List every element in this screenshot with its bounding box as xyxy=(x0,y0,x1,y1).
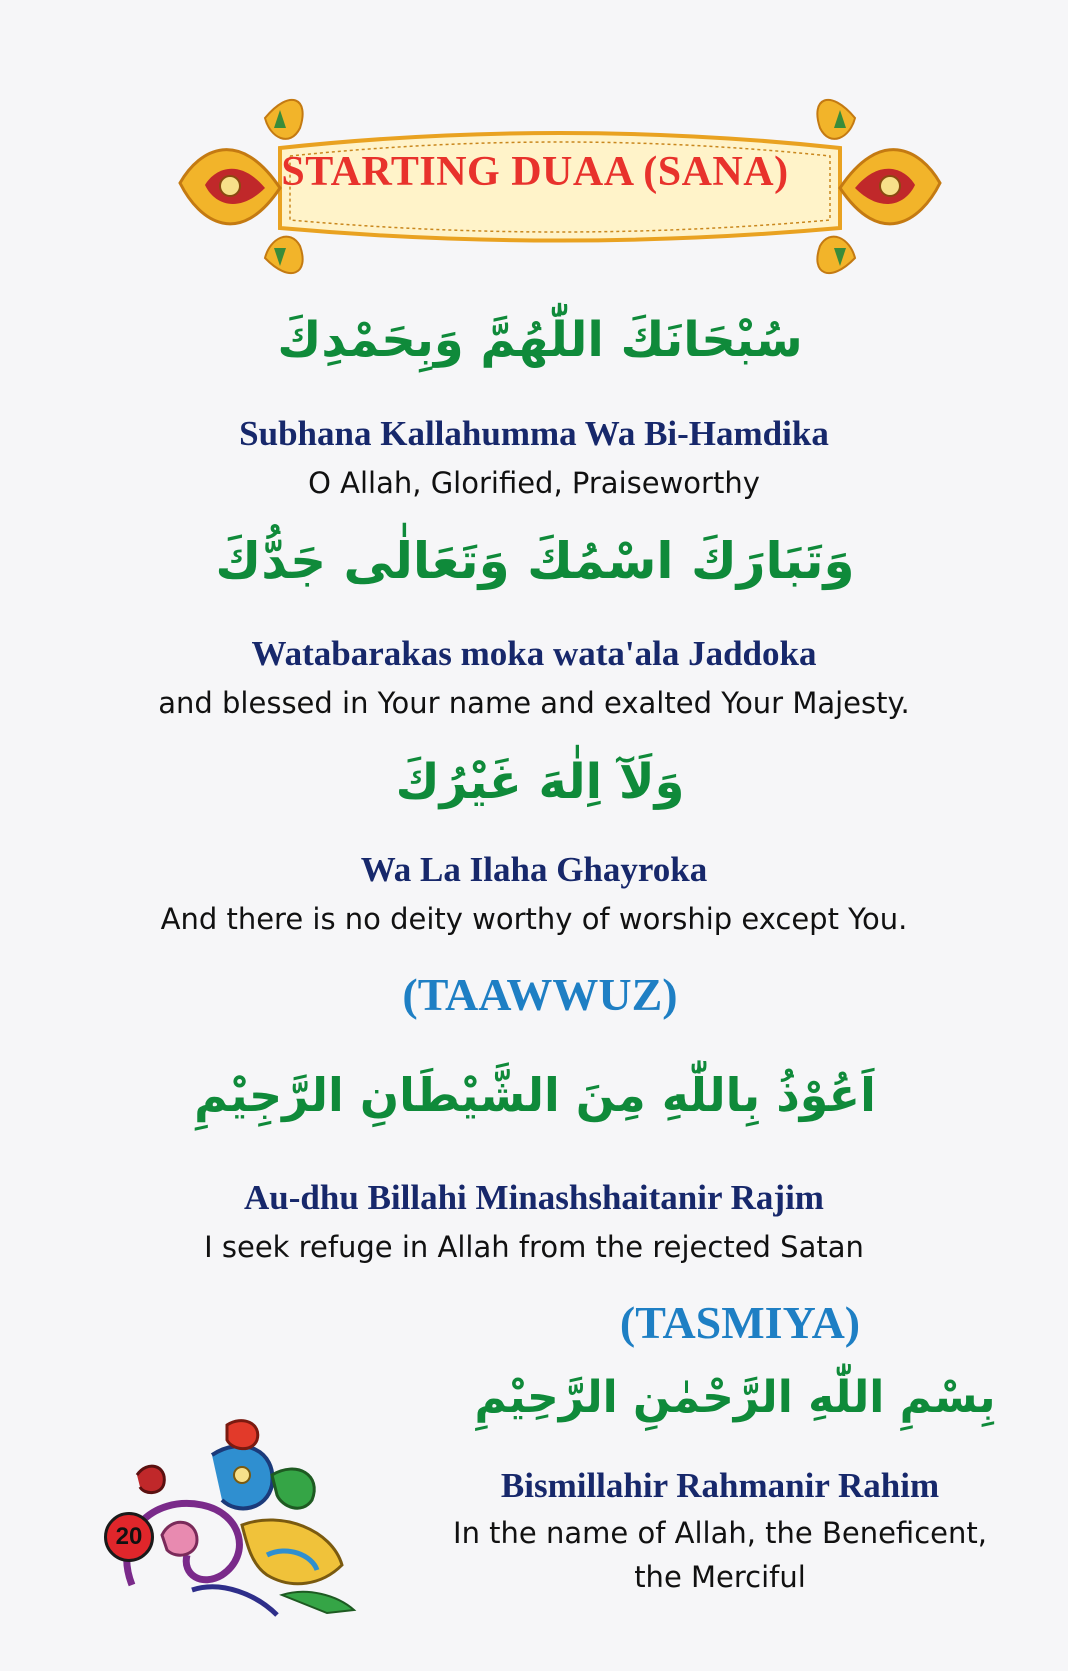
transliteration-1: Subhana Kallahumma Wa Bi-Hamdika xyxy=(239,414,829,453)
tasmiya-arabic: بِسْمِ اللّٰهِ الرَّحْمٰنِ الرَّحِيْمِ xyxy=(474,1372,996,1423)
page-number-badge: 20 xyxy=(104,1512,154,1562)
meaning-3: And there is no deity worthy of worship except You. xyxy=(160,902,908,936)
tasmiya-meaning-line-1: In the name of Allah, the Beneficent, xyxy=(453,1516,987,1550)
tasmiya-heading: (TASMIYA) xyxy=(619,1297,861,1348)
taawwuz-heading: (TAAWWUZ) xyxy=(402,969,678,1020)
tasmiya-transliteration: Bismillahir Rahmanir Rahim xyxy=(500,1466,940,1505)
transliteration-2: Watabarakas moka wata'ala Jaddoka xyxy=(251,634,817,673)
transliteration-3: Wa La Ilaha Ghayroka xyxy=(360,850,708,889)
taawwuz-arabic: اَعُوْذُ بِاللّٰهِ مِنَ الشَّيْطَانِ الرَّجِيْمِ xyxy=(194,1068,876,1122)
taawwuz-transliteration: Au-dhu Billahi Minashshaitanir Rajim xyxy=(244,1178,824,1217)
meaning-1: O Allah, Glorified, Praiseworthy xyxy=(308,466,760,500)
tasmiya-meaning-line-2: the Merciful xyxy=(634,1560,806,1594)
arabic-verse-2: وَتَبَارَكَ اسْمُكَ وَتَعَالٰى جَدُّكَ xyxy=(215,532,855,590)
meaning-2: and blessed in Your name and exalted Your Majesty. xyxy=(158,686,910,720)
arabic-verse-1: سُبْحَانَكَ اللّٰهُمَّ وَبِحَمْدِكَ xyxy=(277,312,803,368)
taawwuz-meaning: I seek refuge in Allah from the rejected Satan xyxy=(204,1230,864,1264)
page-title: STARTING DUAA (SANA) xyxy=(281,149,789,195)
arabic-verse-3: وَلَآ اِلٰهَ غَيْرُكَ xyxy=(395,754,685,810)
